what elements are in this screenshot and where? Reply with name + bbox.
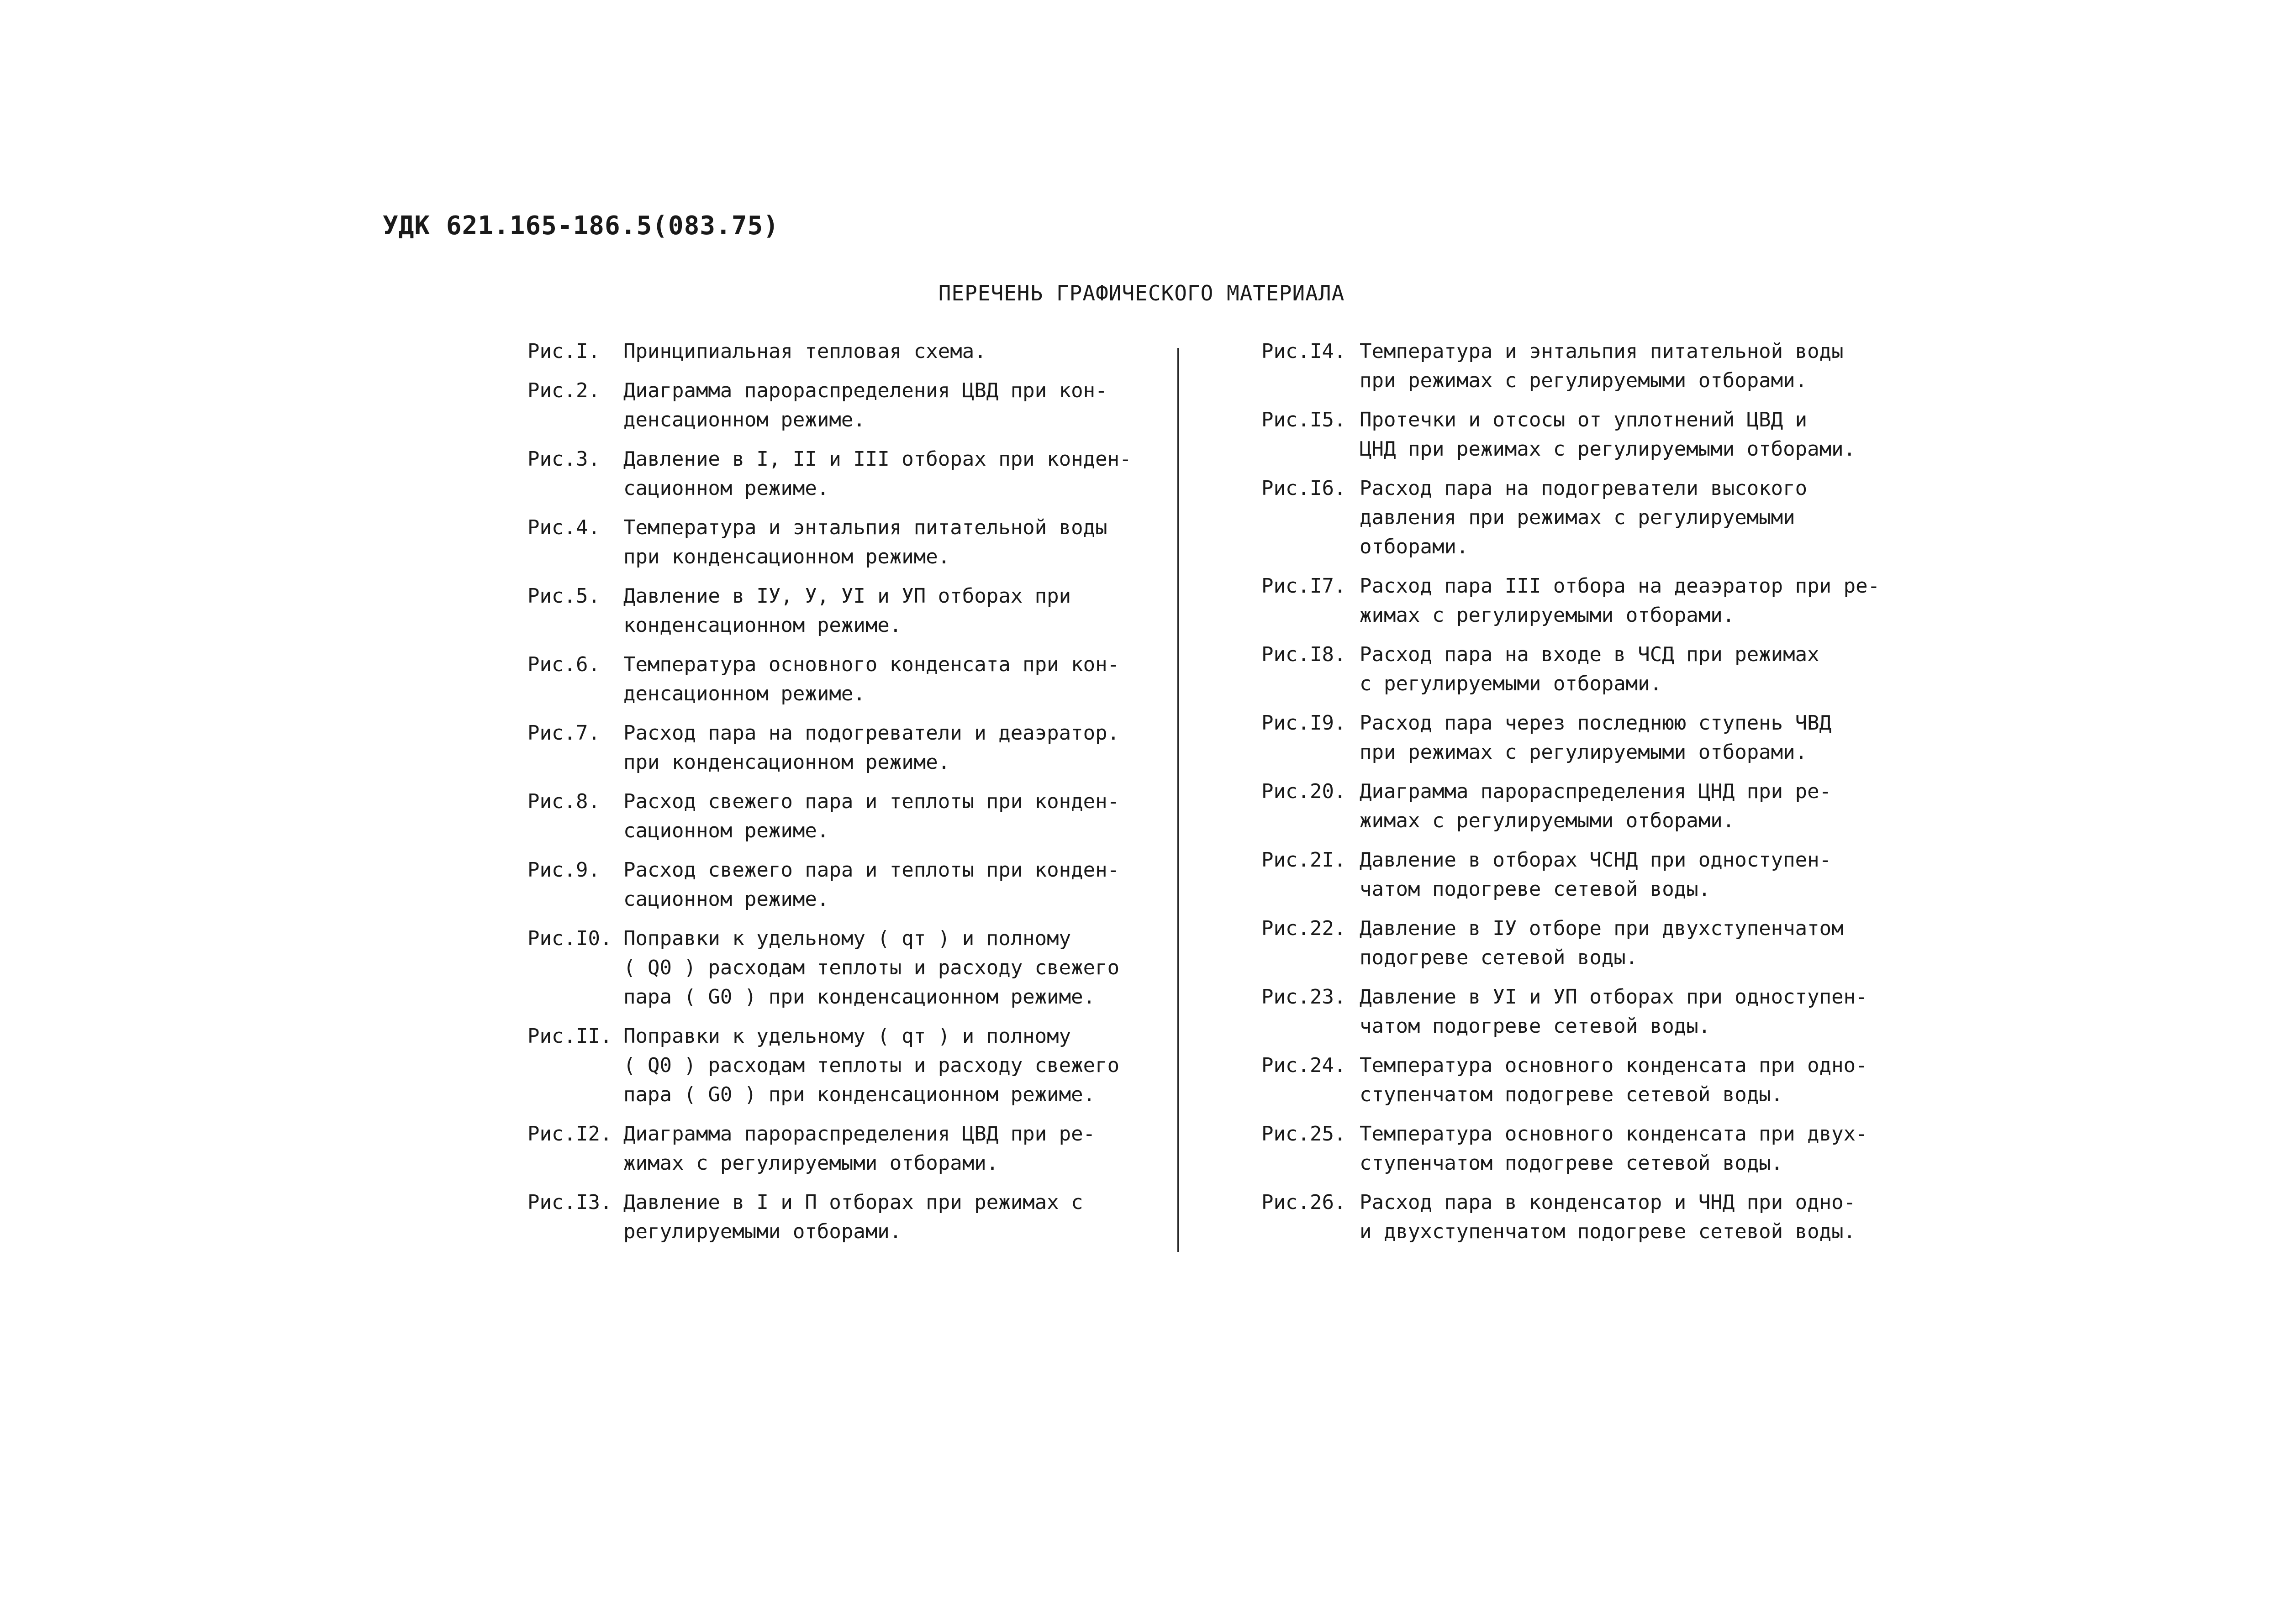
figure-number: Рис.3. (527, 447, 600, 471)
figure-list-item (527, 719, 1167, 777)
figure-number: Рис.I2. (527, 1122, 612, 1146)
figure-list-item (1261, 572, 1901, 630)
udk-code: УДК 621.165-186.5(083.75) (383, 211, 779, 241)
figure-list-item (527, 513, 1167, 572)
figure-list-item (1261, 337, 1901, 395)
figure-caption: Давление в IУ, У, УI и УП отборах при конденсационном режиме. (623, 584, 1071, 637)
figure-caption: Расход свежего пара и теплоты при конден- сационном режиме. (623, 858, 1120, 911)
figure-caption: Поправки к удельному ( qт ) и полному ( Q0 ) расходам теплоты и расходу свежего пара ( G0 ) при конденсационном режиме. (623, 1025, 1120, 1106)
figure-caption: Расход пара на входе в ЧСД при режимах с регулируемыми отборами. (1360, 643, 1819, 695)
figure-list-item (527, 1188, 1167, 1246)
figure-number: Рис.I. (527, 340, 600, 363)
figure-number: Рис.I8. (1261, 643, 1346, 666)
figure-caption: Температура основного конденсата при кон- денсационном режиме. (623, 653, 1120, 705)
figure-number: Рис.6. (527, 653, 600, 676)
figure-number: Рис.7. (527, 721, 600, 745)
figure-caption: Давление в I, II и III отборах при конден- сационном режиме. (623, 447, 1132, 500)
figure-caption: Температура и энтальпия питательной воды при режимах с регулируемыми отборами. (1360, 340, 1844, 392)
left-column (527, 337, 1167, 1256)
figure-list-item (1261, 983, 1901, 1041)
figure-caption: Температура и энтальпия питательной воды при конденсационном режиме. (623, 516, 1107, 568)
figure-number: Рис.20. (1261, 780, 1346, 803)
figure-number: Рис.I3. (527, 1191, 612, 1214)
figure-number: Рис.I0. (527, 927, 612, 950)
figure-caption: Расход свежего пара и теплоты при конден- сационном режиме. (623, 790, 1120, 842)
figure-caption: Расход пара на подогреватели и деаэратор. при конденсационном режиме. (623, 721, 1120, 774)
figure-number: Рис.I6. (1261, 477, 1346, 500)
figure-number: Рис.I5. (1261, 408, 1346, 431)
figure-caption: Давление в I и П отборах при режимах с регулируемыми отборами. (623, 1191, 1083, 1243)
figure-caption: Давление в УI и УП отборах при одноступен- чатом подогреве сетевой воды. (1360, 985, 1868, 1038)
figure-number: Рис.4. (527, 516, 600, 539)
figure-list-item (527, 856, 1167, 914)
figure-number: Рис.23. (1261, 985, 1346, 1009)
figure-number: Рис.22. (1261, 917, 1346, 940)
figure-number: Рис.5. (527, 584, 600, 608)
figure-caption: Давление в отборах ЧСНД при одноступен- чатом подогреве сетевой воды. (1360, 848, 1832, 901)
figure-caption: Расход пара III отбора на деаэратор при ре- жимах с регулируемыми отборами. (1360, 574, 1880, 627)
figure-caption: Расход пара на подогреватели высокого давления при режимах с регулируемыми отборами. (1360, 477, 1808, 558)
figure-list-item (1261, 709, 1901, 767)
figure-number: Рис.I4. (1261, 340, 1346, 363)
figure-number: Рис.25. (1261, 1122, 1346, 1146)
figure-number: Рис.2I. (1261, 848, 1346, 872)
figure-list-item (527, 787, 1167, 846)
figure-caption: Расход пара через последнюю ступень ЧВД при режимах с регулируемыми отборами. (1360, 711, 1832, 764)
figure-list-item (527, 445, 1167, 503)
figure-caption: Расход пара в конденсатор и ЧНД при одно- и двухступенчатом подогреве сетевой воды. (1360, 1191, 1856, 1243)
figure-caption: Поправки к удельному ( qт ) и полному ( Q0 ) расходам теплоты и расходу свежего пара ( G0 ) при конденсационном режиме. (623, 927, 1120, 1009)
figure-list-item (527, 337, 1167, 366)
figure-list-item (527, 376, 1167, 435)
figure-number: Рис.I7. (1261, 574, 1346, 598)
figure-caption: Диаграмма парораспределения ЦНД при ре- жимах с регулируемыми отборами. (1360, 780, 1832, 832)
figure-number: Рис.2. (527, 379, 600, 402)
figure-list-item (1261, 914, 1901, 972)
column-divider (1177, 348, 1179, 1252)
figure-number: Рис.9. (527, 858, 600, 882)
figure-number: Рис.24. (1261, 1054, 1346, 1077)
figure-caption: Давление в IУ отборе при двухступенчатом подогреве сетевой воды. (1360, 917, 1844, 969)
figure-caption: Диаграмма парораспределения ЦВД при ре- жимах с регулируемыми отборами. (623, 1122, 1096, 1175)
figure-list-item (1261, 1188, 1901, 1246)
figure-list-item (1261, 846, 1901, 904)
figure-list-item (1261, 1051, 1901, 1109)
figure-list-item (527, 650, 1167, 709)
right-column (1261, 337, 1901, 1256)
figure-number: Рис.26. (1261, 1191, 1346, 1214)
figure-list-item (527, 1119, 1167, 1178)
figure-number: Рис.8. (527, 790, 600, 813)
figure-caption: Температура основного конденсата при двух- ступенчатом подогреве сетевой воды. (1360, 1122, 1868, 1175)
figure-list-item (1261, 474, 1901, 562)
list-heading: ПЕРЕЧЕНЬ ГРАФИЧЕСКОГО МАТЕРИАЛА (938, 281, 1345, 305)
figure-list-item (1261, 777, 1901, 836)
figure-caption: Диаграмма парораспределения ЦВД при кон- денсационном режиме. (623, 379, 1107, 431)
figure-list-item (527, 582, 1167, 640)
figure-caption: Протечки и отсосы от уплотнений ЦВД и ЦНД при режимах с регулируемыми отборами. (1360, 408, 1856, 461)
figure-caption: Принципиальная тепловая схема. (623, 340, 986, 363)
figure-caption: Температура основного конденсата при одно- ступенчатом подогреве сетевой воды. (1360, 1054, 1868, 1106)
figure-list-item (527, 924, 1167, 1012)
figure-list-item (1261, 1119, 1901, 1178)
figure-list-item (527, 1022, 1167, 1109)
figure-list-item (1261, 405, 1901, 464)
figure-number: Рис.II. (527, 1025, 612, 1048)
figure-list-item (1261, 640, 1901, 699)
figure-number: Рис.I9. (1261, 711, 1346, 735)
